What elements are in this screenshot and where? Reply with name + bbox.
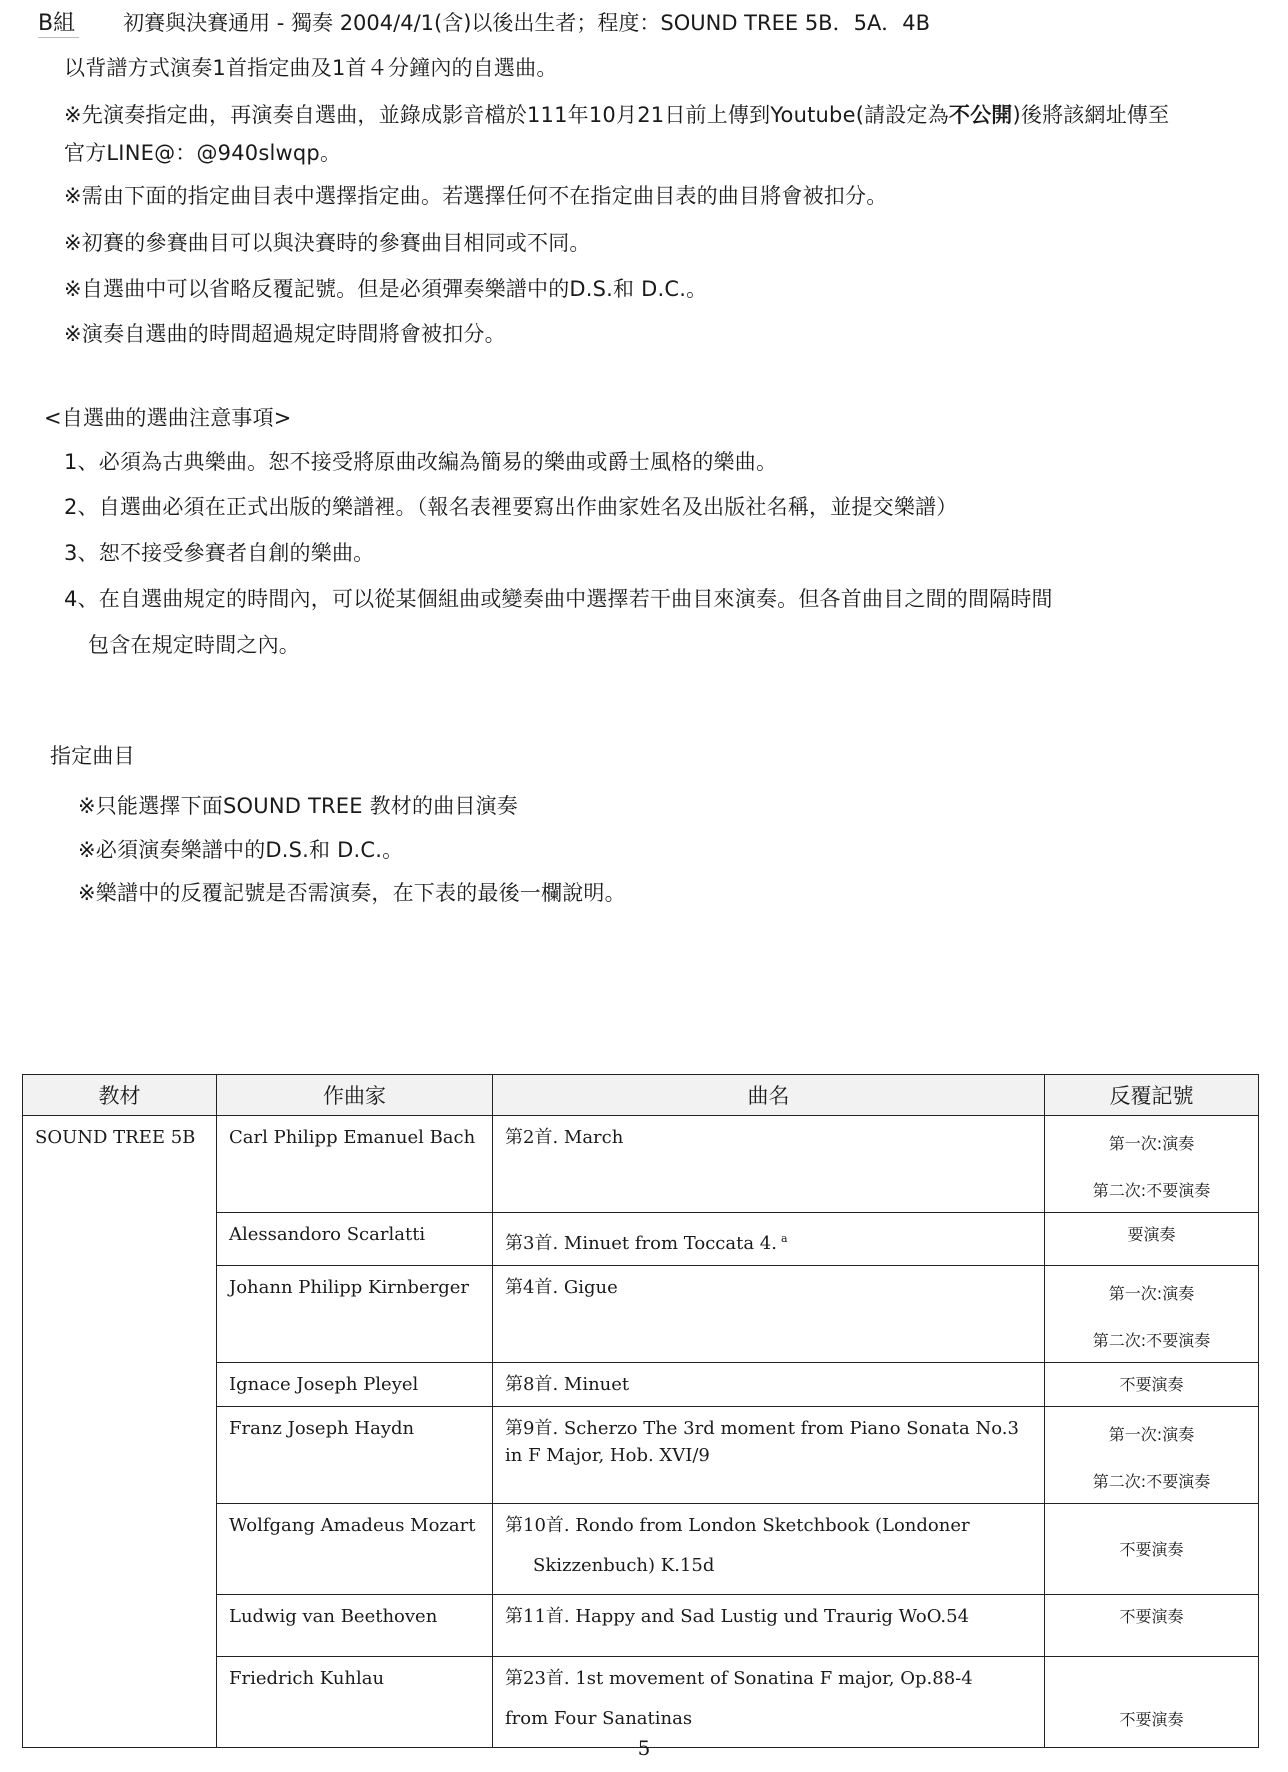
designated-note: ※只能選擇下面SOUND TREE 教材的曲目演奏 <box>78 794 519 818</box>
designated-pieces-table <box>22 1074 1259 1748</box>
private-setting: 不公開 <box>948 103 1013 127</box>
header-title: 曲名 <box>493 1075 1045 1116</box>
upload-note-text: ※先演奏指定曲，再演奏自選曲，並錄成影音檔於111年10月21日前上傳到Youtube(請設定為 <box>64 103 949 127</box>
book-cell: SOUND TREE 5B <box>23 1116 217 1748</box>
designated-note: ※樂譜中的反覆記號是否需演奏，在下表的最後一欄說明。 <box>78 881 626 905</box>
composer-cell: Alessandoro Scarlatti <box>217 1213 493 1266</box>
repeat-first: 第一次:演奏 <box>1108 1425 1195 1444</box>
composer-cell: Wolfgang Amadeus Mozart <box>217 1504 493 1595</box>
composer-cell: Ignace Joseph Pleyel <box>217 1363 493 1407</box>
title-cell: 第4首. Gigue <box>493 1266 1045 1363</box>
repeat-cell: 要演奏 <box>1045 1213 1259 1266</box>
header-subtitle: 初賽與決賽通用 - 獨奏 2004/4/1(含)以後出生者；程度：SOUND TREE 5B．5A．4B <box>123 11 931 35</box>
repeat-cell: 不要演奏 <box>1045 1363 1259 1407</box>
header-book: 教材 <box>23 1075 217 1116</box>
composer-cell: Friedrich Kuhlau <box>217 1657 493 1748</box>
table-row <box>23 1116 1259 1213</box>
repeat-second: 第二次:不要演奏 <box>1092 1472 1211 1491</box>
repeat-cell: 不要演奏 <box>1045 1657 1259 1748</box>
repeat-first: 第一次:演奏 <box>1108 1284 1195 1303</box>
header-composer: 作曲家 <box>217 1075 493 1116</box>
title-cell: 第9首. Scherzo The 3rd moment from Piano Sonata No.3 in F Major, Hob. XVI/9 <box>493 1407 1045 1504</box>
title-text: 第3首. Minuet from Toccata 4. <box>505 1233 777 1254</box>
page-number: 5 <box>637 1736 651 1760</box>
note-same-pieces: ※初賽的參賽曲目可以與決賽時的參賽曲目相同或不同。 <box>64 231 591 255</box>
upload-note <box>64 99 1169 129</box>
table-header-row <box>23 1075 1259 1116</box>
title-text-cont: Skizzenbuch) K.15d <box>533 1555 715 1576</box>
title-cell <box>493 1504 1045 1595</box>
free-choice-heading: <自選曲的選曲注意事項> <box>44 406 292 430</box>
title-text: 第23首. 1st movement of Sonatina F major, Op.88-4 <box>505 1668 973 1689</box>
repeat-cell: 不要演奏 <box>1045 1504 1259 1595</box>
free-choice-item: 3、恕不接受參賽者自創的樂曲。 <box>64 541 375 565</box>
repeat-first: 第一次:演奏 <box>1108 1134 1195 1153</box>
title-cell <box>493 1657 1045 1748</box>
composer-cell: Franz Joseph Haydn <box>217 1407 493 1504</box>
repeat-second: 第二次:不要演奏 <box>1092 1331 1211 1350</box>
repeat-cell <box>1045 1407 1259 1504</box>
free-choice-item-cont: 包含在規定時間之內。 <box>88 633 300 657</box>
note-designated-list: ※需由下面的指定曲目表中選擇指定曲。若選擇任何不在指定曲目表的曲目將會被扣分。 <box>64 184 888 208</box>
title-cell: 第2首. March <box>493 1116 1045 1213</box>
footnote-mark: a <box>780 1232 788 1245</box>
repeat-cell <box>1045 1116 1259 1213</box>
note-time: ※演奏自選曲的時間超過規定時間將會被扣分。 <box>64 322 506 346</box>
repeat-cell: 不要演奏 <box>1045 1595 1259 1657</box>
note-repeat: ※自選曲中可以省略反覆記號。但是必須彈奏樂譜中的D.S.和 D.C.。 <box>64 277 708 301</box>
repeat-second: 第二次:不要演奏 <box>1092 1181 1211 1200</box>
title-cell <box>493 1213 1045 1266</box>
header-repeat: 反覆記號 <box>1045 1075 1259 1116</box>
composer-cell: Johann Philipp Kirnberger <box>217 1266 493 1363</box>
designated-heading: 指定曲目 <box>50 744 135 768</box>
title-cell: 第8首. Minuet <box>493 1363 1045 1407</box>
title-text-cont: from Four Sanatinas <box>505 1708 693 1729</box>
free-choice-item: 2、自選曲必須在正式出版的樂譜裡。（報名表裡要寫出作曲家姓名及出版社名稱，並提交樂譜） <box>64 495 958 519</box>
free-choice-item: 4、在自選曲規定的時間內，可以從某個組曲或變奏曲中選擇若干曲目來演奏。但各首曲目之間的間隔時間 <box>64 587 1053 611</box>
group-label: B組 <box>38 6 79 38</box>
designated-note: ※必須演奏樂譜中的D.S.和 D.C.。 <box>78 838 404 862</box>
title-cell: 第11首. Happy and Sad Lustig und Traurig WoO.54 <box>493 1595 1045 1657</box>
upload-note-tail: )後將該網址傳至 <box>1012 103 1170 127</box>
page-header <box>38 6 930 38</box>
composer-cell: Carl Philipp Emanuel Bach <box>217 1116 493 1213</box>
line-account: 官方LINE@：@940slwqp。 <box>64 141 342 165</box>
repeat-cell <box>1045 1266 1259 1363</box>
free-choice-item: 1、必須為古典樂曲。恕不接受將原曲改編為簡易的樂曲或爵士風格的樂曲。 <box>64 450 778 474</box>
intro-line: 以背譜方式演奏1首指定曲及1首４分鐘內的自選曲。 <box>64 56 558 80</box>
composer-cell: Ludwig van Beethoven <box>217 1595 493 1657</box>
title-text: 第10首. Rondo from London Sketchbook (Londoner <box>505 1515 970 1536</box>
